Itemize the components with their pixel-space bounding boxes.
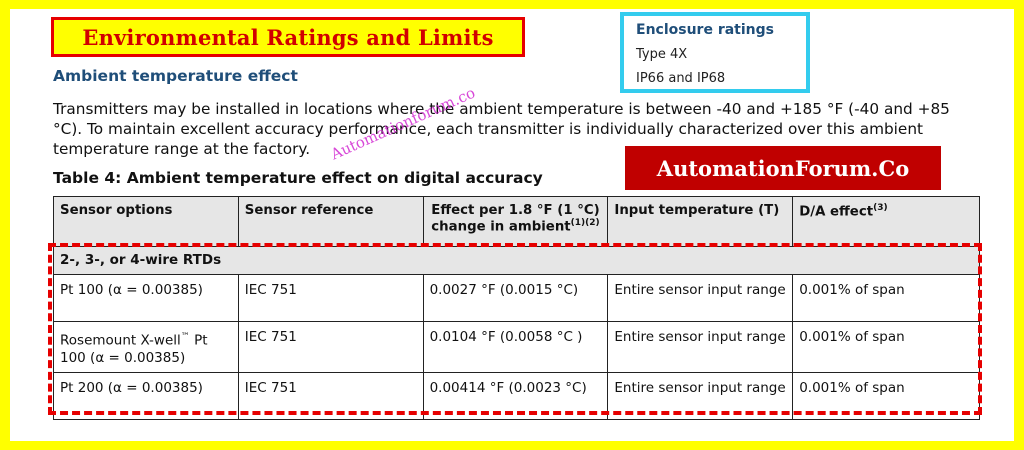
cell-da: 0.001% of span <box>793 372 980 419</box>
enclosure-line-type: Type 4X <box>636 47 688 62</box>
cell-effect: 0.00414 °F (0.0023 °C) <box>423 372 608 419</box>
header-da-effect <box>793 197 980 247</box>
cell-input: Entire sensor input range <box>608 275 793 322</box>
header-sensor-reference: Sensor reference <box>238 197 423 247</box>
cell-sensor: Pt 200 (α = 0.00385) <box>54 372 239 419</box>
header-sensor-options: Sensor options <box>54 197 239 247</box>
header-da-footnote: (3) <box>873 203 888 213</box>
section-heading: Ambient temperature effect <box>53 67 298 85</box>
table-header-row <box>54 197 980 247</box>
cell-input: Entire sensor input range <box>608 322 793 373</box>
title-banner <box>51 17 525 57</box>
cell-effect: 0.0104 °F (0.0058 °C ) <box>423 322 608 373</box>
cell-sensor: Pt 100 (α = 0.00385) <box>54 275 239 322</box>
trademark-mark: ™ <box>180 332 190 342</box>
cell-sensor-part-b: Pt 100 (α = 0.00385) <box>60 332 208 366</box>
brand-text: AutomationForum.Co <box>656 155 910 181</box>
cell-effect: 0.0027 °F (0.0015 °C) <box>423 275 608 322</box>
header-input-temperature: Input temperature (T) <box>608 197 793 247</box>
cell-sensor <box>54 322 239 373</box>
watermark-text: Automationforum.co <box>328 83 478 164</box>
table-group-row <box>54 247 980 275</box>
header-effect <box>423 197 608 247</box>
table-row <box>54 372 980 419</box>
cell-reference: IEC 751 <box>238 372 423 419</box>
description-paragraph: Transmitters may be installed in locations where the ambient temperature is between -40 and +185 °F (-40 and +85 °C). To maintain excellent accuracy performance, each transmitter is individually characterized over this ambient temperature range at the factory. <box>53 100 950 158</box>
page-title: Environmental Ratings and Limits <box>82 24 494 50</box>
group-label: 2-, 3-, or 4-wire RTDs <box>54 247 980 275</box>
cell-sensor-part-a: Rosemount X-well <box>60 332 181 349</box>
cell-da: 0.001% of span <box>793 322 980 373</box>
header-effect-line1: Effect per 1.8 °F (1 °C) <box>431 203 600 218</box>
enclosure-title: Enclosure ratings <box>636 22 774 38</box>
header-effect-footnote: (1)(2) <box>570 218 600 228</box>
header-effect-line2: change in ambient <box>431 219 571 235</box>
accuracy-table <box>53 196 980 420</box>
brand-banner <box>625 146 941 190</box>
cell-reference: IEC 751 <box>238 322 423 373</box>
cell-reference: IEC 751 <box>238 275 423 322</box>
cell-input: Entire sensor input range <box>608 372 793 419</box>
table-row <box>54 275 980 322</box>
table-row <box>54 322 980 373</box>
enclosure-ratings-box <box>620 12 810 93</box>
cell-da: 0.001% of span <box>793 275 980 322</box>
document-page <box>10 9 1014 441</box>
enclosure-line-ip: IP66 and IP68 <box>636 71 726 86</box>
table-title: Table 4: Ambient temperature effect on digital accuracy <box>53 169 543 187</box>
header-da-label: D/A effect <box>799 204 874 220</box>
